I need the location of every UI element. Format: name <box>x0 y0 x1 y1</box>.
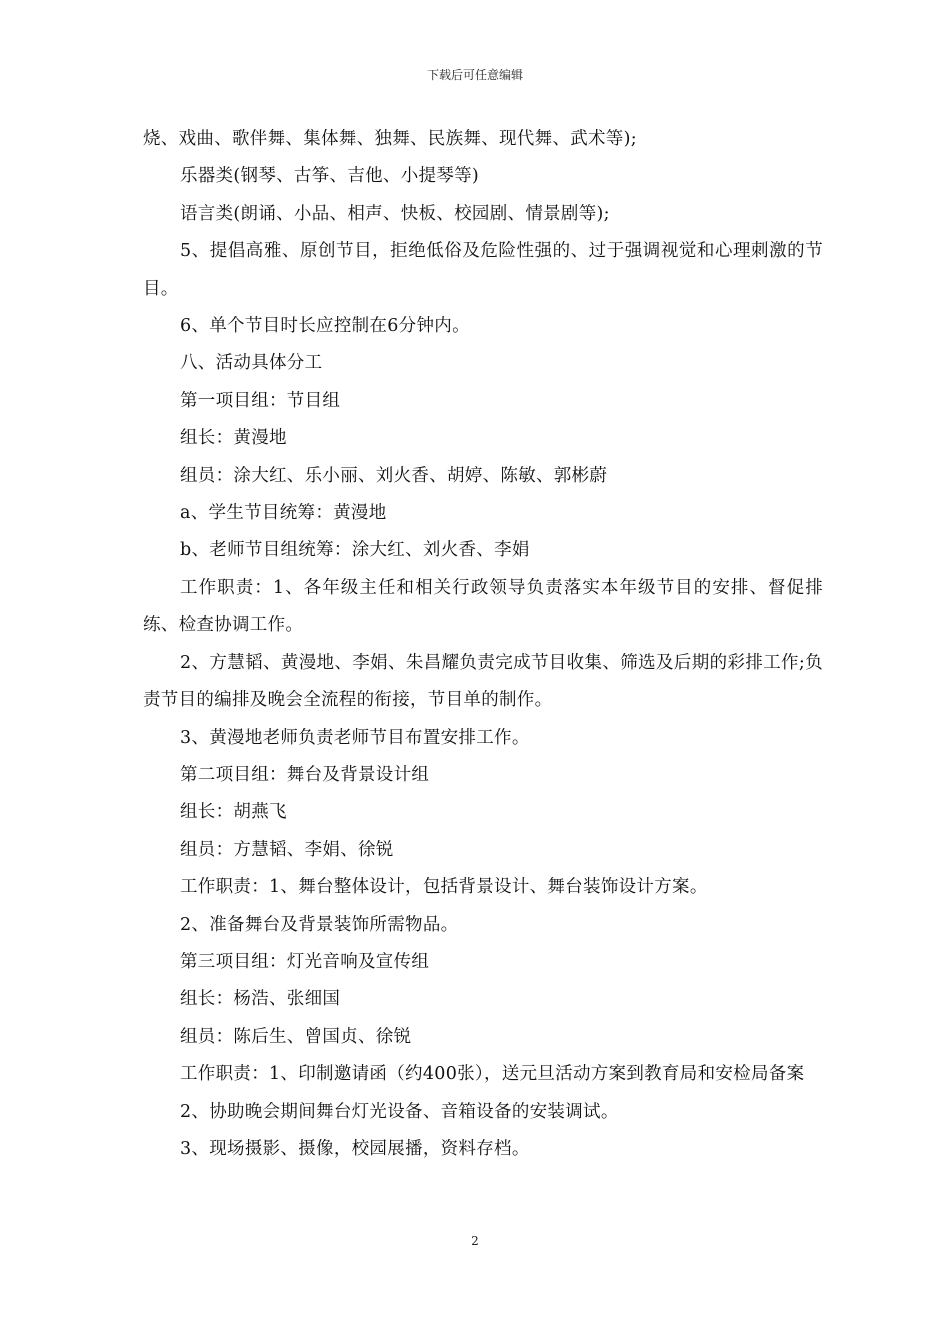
paragraph: 工作职责：1、舞台整体设计，包括背景设计、舞台装饰设计方案。 <box>180 877 708 898</box>
paragraph: 3、现场摄影、摄像，校园展播，资料存档。 <box>180 1138 530 1159</box>
paragraph: a、学生节目统筹：黄漫地 <box>180 503 387 524</box>
paragraph: 工作职责：1、印制邀请函（约400张），送元旦活动方案到教育局和安检局备案 <box>180 1064 805 1085</box>
paragraph: 5、提倡高雅、原创节目，拒绝低俗及危险性强的、过于强调视觉和心理刺激的节目。 <box>143 241 823 299</box>
group-title: 第二项目组：舞台及背景设计组 <box>180 764 430 785</box>
paragraph: 3、黄漫地老师负责老师节目布置安排工作。 <box>180 727 530 748</box>
paragraph: 组员：涂大红、乐小丽、刘火香、胡婷、陈敏、郭彬蔚 <box>180 465 608 486</box>
document-body <box>143 121 823 1168</box>
paragraph: 组长：胡燕飞 <box>180 802 287 823</box>
paragraph: 组长：杨浩、张细国 <box>180 989 341 1010</box>
paragraph: 组员：陈后生、曾国贞、徐锐 <box>180 1026 412 1047</box>
paragraph: 组员：方慧韬、李娟、徐锐 <box>180 839 394 860</box>
paragraph: 6、单个节目时长应控制在6分钟内。 <box>180 316 470 337</box>
group-title: 第一项目组：节目组 <box>180 390 341 411</box>
paragraph: 2、协助晚会期间舞台灯光设备、音箱设备的安装调试。 <box>180 1101 619 1122</box>
group-title: 第三项目组：灯光音响及宣传组 <box>180 951 430 972</box>
paragraph: b、老师节目组统筹：涂大红、刘火香、李娟 <box>180 540 530 561</box>
paragraph: 乐器类(钢琴、古筝、吉他、小提琴等) <box>180 166 480 187</box>
paragraph: 烧、戏曲、歌伴舞、集体舞、独舞、民族舞、现代舞、武术等); <box>143 129 637 149</box>
section-heading: 八、活动具体分工 <box>180 353 323 374</box>
page-header: 下载后可任意编辑 <box>426 68 523 82</box>
page-number: 2 <box>471 1234 479 1248</box>
paragraph: 语言类(朗诵、小品、相声、快板、校园剧、情景剧等); <box>180 203 610 224</box>
paragraph: 工作职责：1、各年级主任和相关行政领导负责落实本年级节目的安排、督促排练、检查协调工作。 <box>143 577 823 636</box>
paragraph: 组长：黄漫地 <box>180 428 287 449</box>
paragraph: 2、准备舞台及背景装饰所需物品。 <box>180 914 459 935</box>
paragraph: 2、方慧韬、黄漫地、李娟、朱昌耀负责完成节目收集、筛选及后期的彩排工作;负责节目的编排及晚会全流程的衔接，节目单的制作。 <box>143 652 823 711</box>
